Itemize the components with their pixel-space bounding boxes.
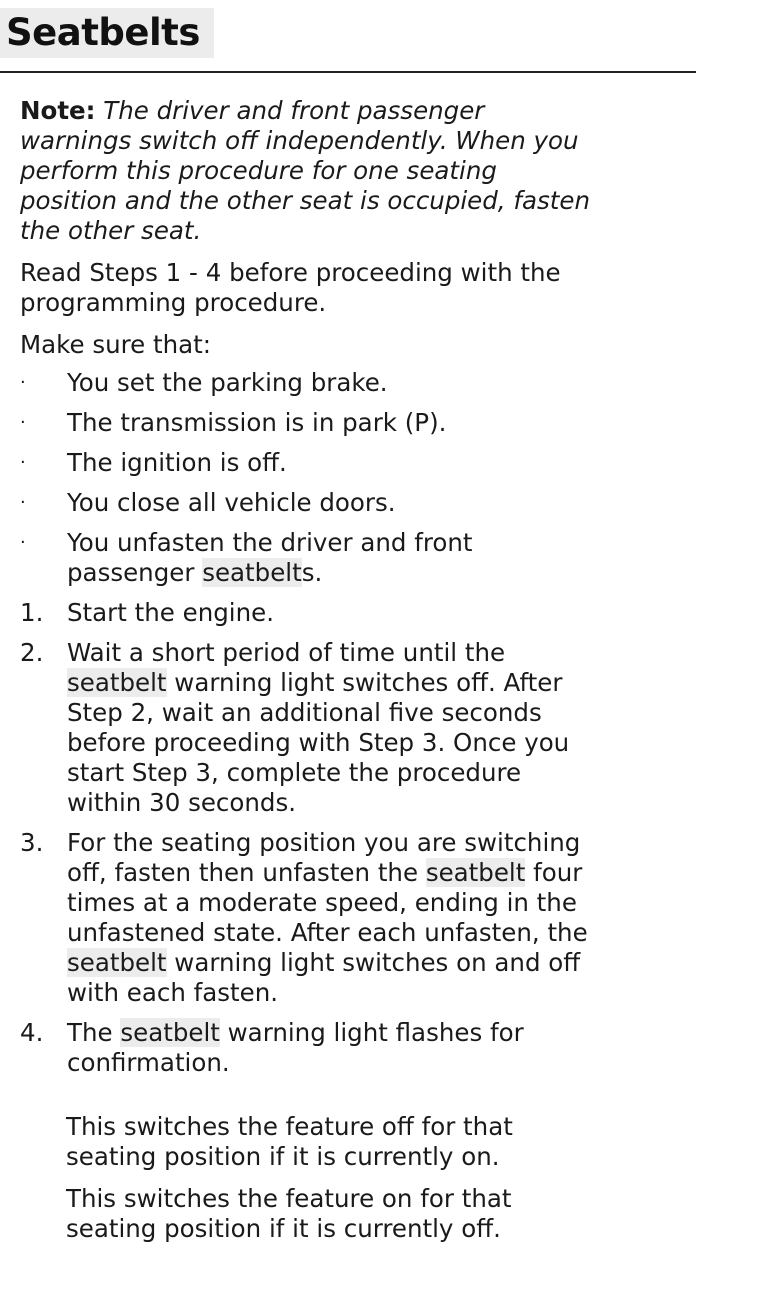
- list-item: [20, 528, 595, 588]
- list-item: [20, 408, 595, 438]
- step-text-part: For the seating position you are switching off, fasten then unfasten the: [67, 828, 581, 887]
- list-item: [20, 448, 595, 478]
- result-off-paragraph: This switches the feature off for that seating position if it is currently on.: [66, 1112, 513, 1171]
- step-text: Start the engine.: [67, 598, 274, 627]
- bullet-icon: ·: [20, 412, 26, 433]
- note-paragraph: [20, 96, 595, 246]
- list-item: [20, 488, 595, 518]
- step-1: [20, 598, 595, 628]
- intro-paragraph: Read Steps 1 - 4 before proceeding with the programming procedure.: [20, 258, 561, 317]
- step-text-part: warning light switches off. After Step 2, wait an additional five seconds before proceeding with Step 3. Once you start Step 3, complete the procedure within 30 seconds.: [67, 668, 570, 817]
- step-number: 3.: [20, 828, 44, 857]
- list-item-text: The ignition is off.: [67, 448, 287, 477]
- step-3: [20, 828, 595, 1008]
- list-item-text: [67, 528, 473, 587]
- step-text: [67, 828, 588, 1007]
- make-sure-heading: Make sure that:: [20, 330, 212, 359]
- list-item-text: You set the parking brake.: [67, 368, 388, 397]
- list-item-text: The transmission is in park (P).: [67, 408, 447, 437]
- step-number: 4.: [20, 1018, 44, 1047]
- step-text-part: four times at a moderate speed, ending in the unfastened state. After each unfasten, the: [67, 858, 588, 947]
- note-text: The driver and front passenger warnings switch off independently. When you perform this procedure for one seating position and the other seat is occupied, fasten the other seat.: [20, 96, 590, 245]
- title-divider: [0, 71, 696, 73]
- search-highlight: seatbelt: [67, 668, 167, 697]
- list-item-text-part: You unfasten the driver and front passenger: [67, 528, 473, 587]
- search-highlight: seatbelt: [120, 1018, 220, 1047]
- step-text-part: warning light switches on and off with each fasten.: [67, 948, 581, 1007]
- list-item-text: You close all vehicle doors.: [67, 488, 396, 517]
- search-highlight: seatbelt: [67, 948, 167, 977]
- result-on-paragraph: This switches the feature on for that seating position if it is currently off.: [66, 1184, 512, 1243]
- bullet-icon: ·: [20, 452, 26, 473]
- bullet-icon: ·: [20, 492, 26, 513]
- step-text: [67, 1018, 524, 1077]
- steps-list: [20, 598, 595, 1078]
- list-item: [20, 368, 595, 398]
- step-number: 2.: [20, 638, 44, 667]
- bullet-icon: ·: [20, 372, 26, 393]
- step-text-part: Wait a short period of time until the: [67, 638, 506, 667]
- manual-content: [20, 96, 595, 1256]
- page-title: Seatbelts: [0, 8, 214, 58]
- bullet-icon: ·: [20, 532, 26, 553]
- note-label: Note:: [20, 96, 96, 125]
- search-highlight: seatbelt: [202, 558, 302, 587]
- list-item-text-part: s.: [301, 558, 323, 587]
- step-4: [20, 1018, 595, 1078]
- step-text-part: The: [67, 1018, 121, 1047]
- search-highlight: seatbelt: [425, 858, 526, 887]
- step-text: [67, 638, 569, 817]
- step-2: [20, 638, 595, 818]
- step-text-part: warning light flashes for confirmation.: [67, 1018, 524, 1077]
- step-number: 1.: [20, 598, 44, 627]
- checklist: [20, 368, 595, 588]
